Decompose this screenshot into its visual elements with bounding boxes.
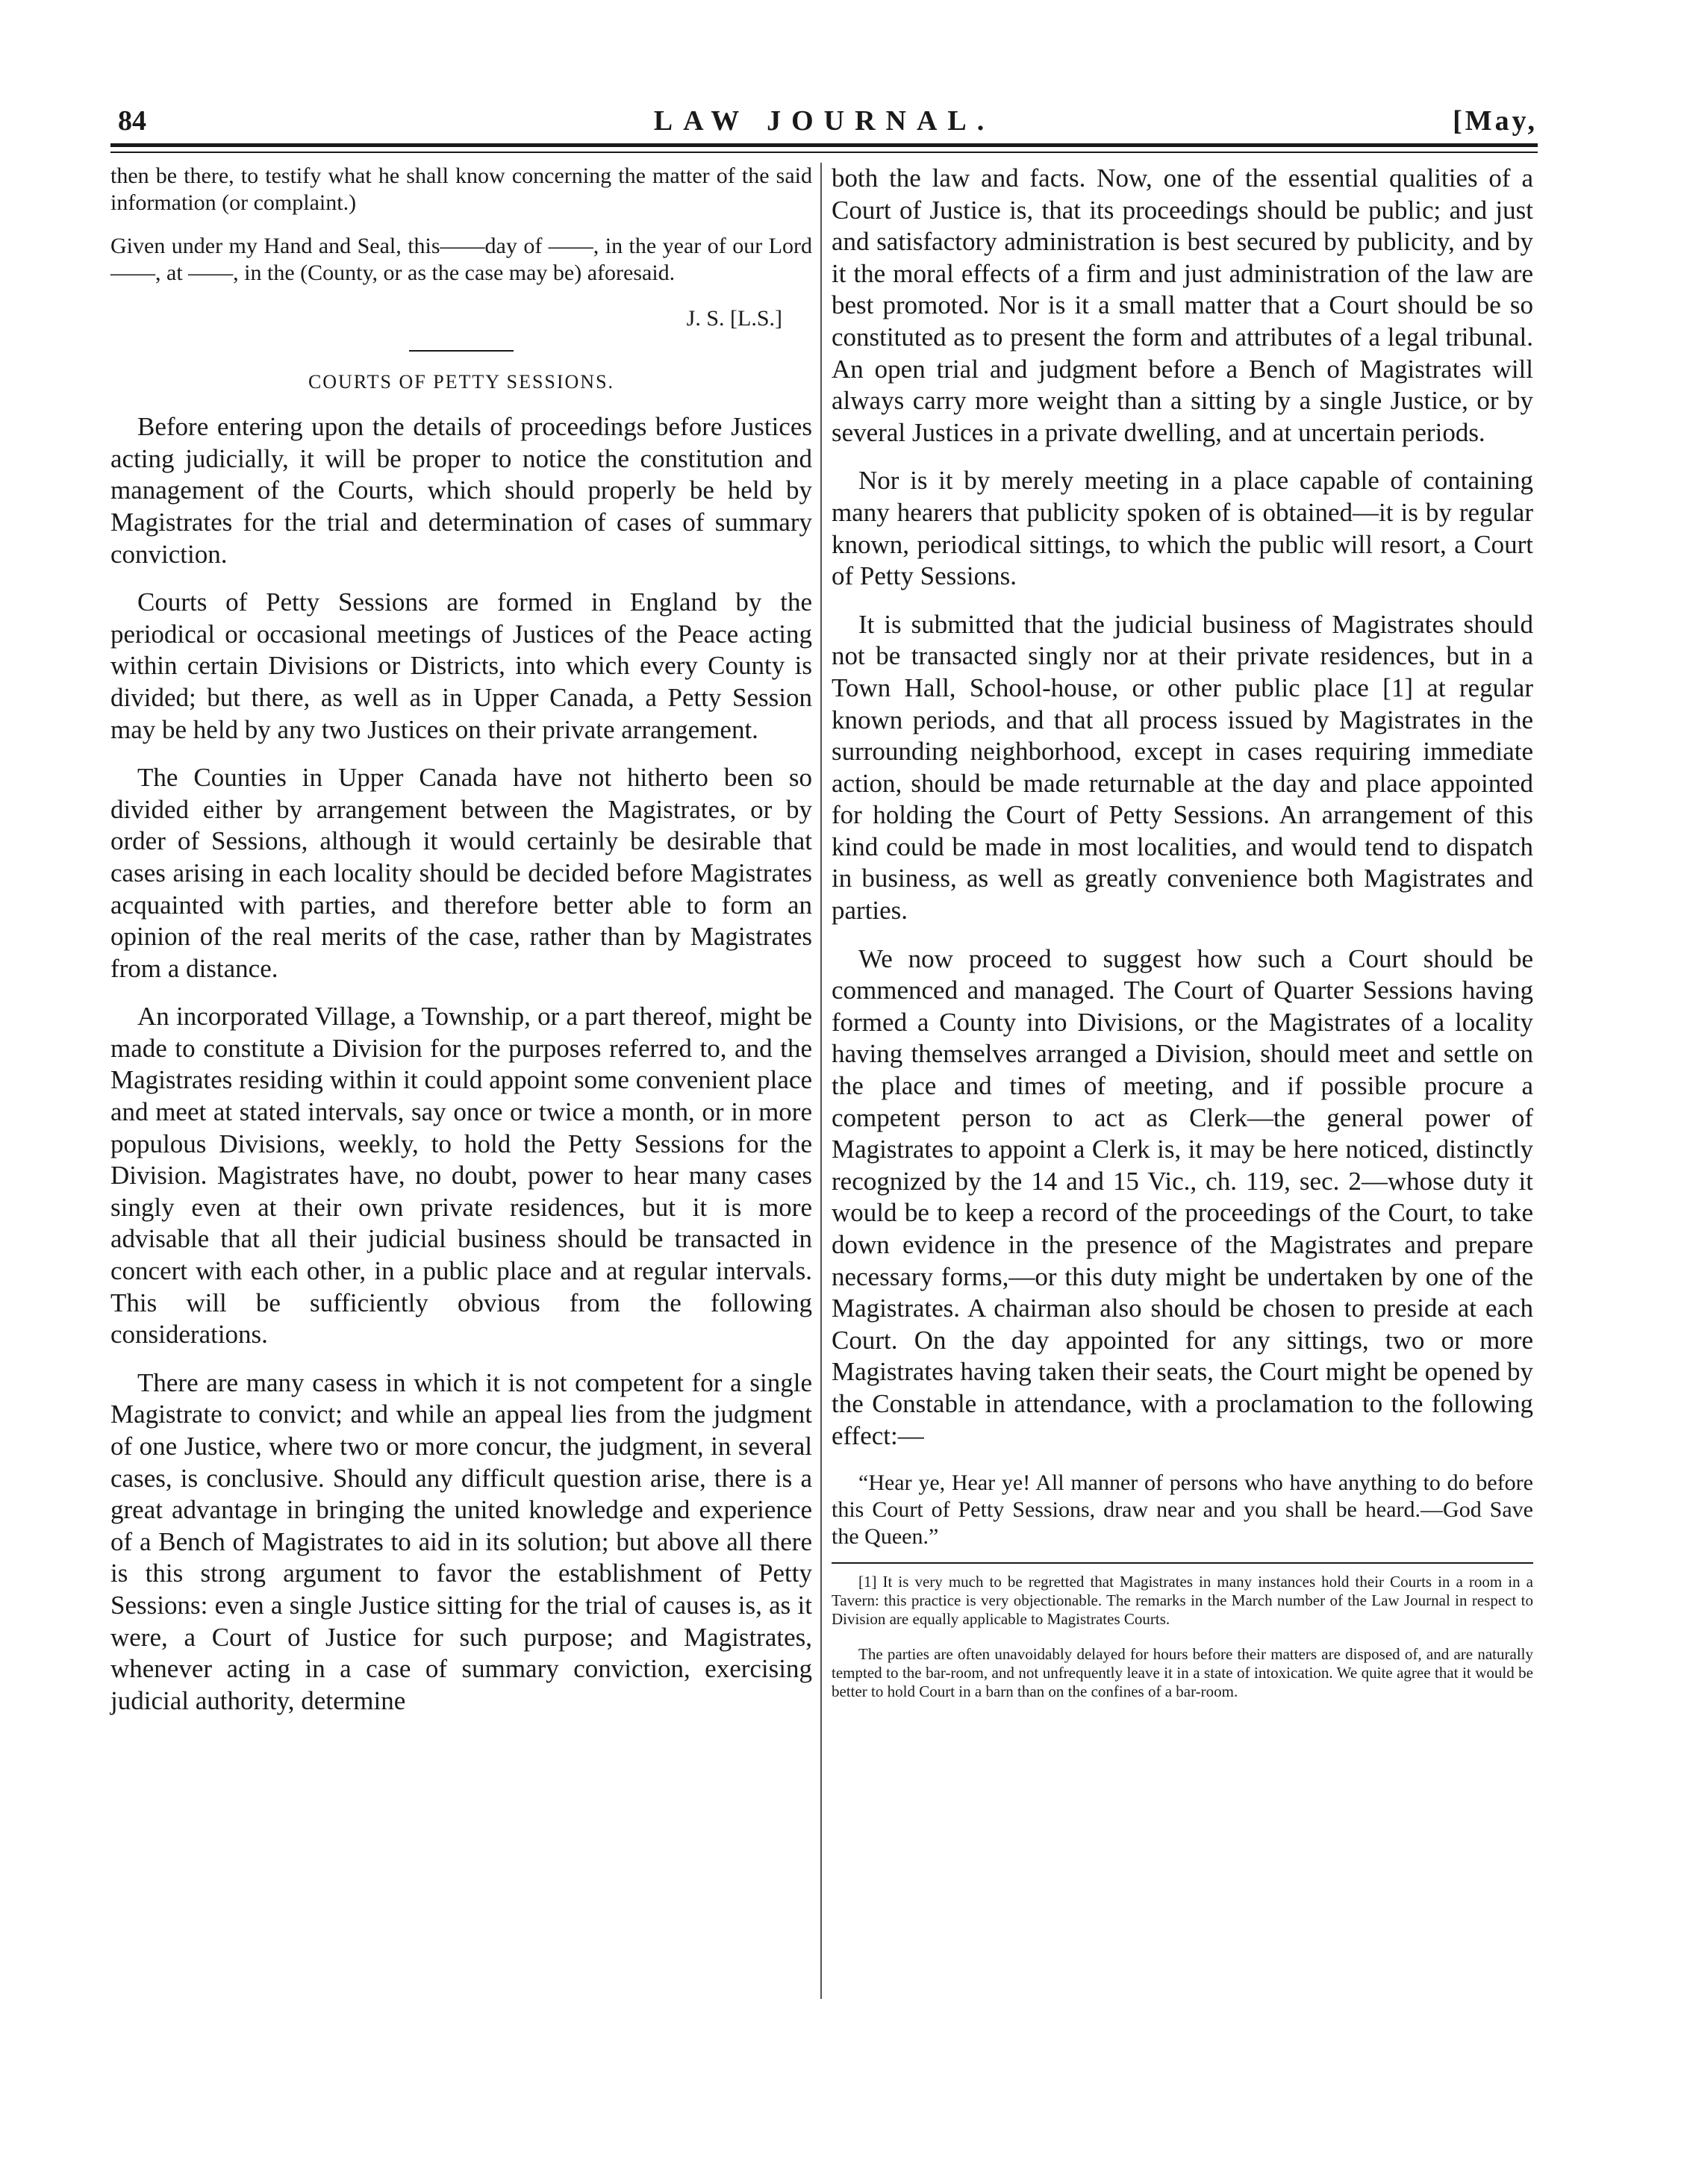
column-divider — [820, 163, 822, 1999]
section-rule — [409, 350, 514, 352]
footnote-rule — [832, 1562, 1533, 1564]
form-continuation: then be there, to testify what he shall know concerning the matter of the said information (or complaint.) — [110, 163, 812, 215]
paragraph: There are many casess in which it is not competent for a single Magistrate to convict; and while an appeal lies from the judgment of one Justice, where two or more concur, the judgment, in several cases, is conclusive. Should any difficult question arise, there is a great advantage in bringing the united knowledge and experience of a Bench of Magistrates to aid in its solution; but above all there is this strong argument to favor the establishment of Petty Sessions: even a single Justice sitting for the trial of causes is, as it were, a Court of Justice for such purpose; and Magistrates, whenever acting in a case of summary conviction, exercising judicial authority, determine — [110, 1367, 812, 1715]
section-heading: COURTS OF PETTY SESSIONS. — [308, 370, 615, 393]
proclamation-quote: “Hear ye, Hear ye! All manner of persons who have anything to do before this Court of Petty Sessions, draw near and you shall be heard.—God Save the Queen.” — [832, 1470, 1533, 1550]
form-signature: J. S. [L.S.] — [686, 306, 782, 331]
paragraph: The Counties in Upper Canada have not hitherto been so divided either by arrangement between the Magistrates, or by order of Sessions, although it would certainly be desirable that cases arising in each locality should be decided before Magistrates acquainted with parties, and therefore better able to form an opinion of the real merits of the case, rather than by Magistrates from a distance. — [110, 763, 812, 983]
paragraph: An incorporated Village, a Township, or a part thereof, might be made to constitute a Division for the purposes referred to, and the Magistrates residing within it could appoint some convenient place and meet at stated intervals, say once or twice a month, or in more populous Divisions, weekly, to hold the Petty Sessions for the Division. Magistrates have, no doubt, power to hear many cases singly even at their own private residences, but it is more advisable that all their judicial business should be transacted in concert with each other, in a public place and at regular intervals. This will be sufficiently obvious from the following considerations. — [110, 1002, 812, 1350]
journal-title: LAW JOURNAL. — [653, 105, 995, 137]
running-head — [110, 104, 1538, 149]
paragraph: Before entering upon the details of proceedings before Justices acting judicially, it will be proper to notice the constitution and management of the Courts, which should properly be held by Magistrates for the trial and determination of cases of summary conviction. — [110, 412, 812, 569]
form-given: Given under my Hand and Seal, this——day of ——, in the year of our Lord ——, at ——, in the (County, or as the case may be) aforesaid. — [110, 234, 812, 285]
month-label: [May, — [1453, 105, 1538, 137]
right-column — [832, 163, 1533, 1717]
footnote: [1] It is very much to be regretted that Magistrates in many instances hold their Courts in a room in a Tavern: this practice is very objectionable. The remarks in the March number of the Law Journal in respect to Division are equally applicable to Magistrates Courts. — [832, 1573, 1533, 1629]
header-rule-thin — [110, 152, 1538, 153]
left-column — [110, 163, 812, 1733]
footnote: The parties are often unavoidably delayed for hours before their matters are disposed of, and are naturally tempted to the bar-room, and not unfrequently leave it in a state of intoxication. We quite agree that it would be better to hold Court in a barn than on the confines of a bar-room. — [832, 1645, 1533, 1701]
paragraph: We now proceed to suggest how such a Court should be commenced and managed. The Court of Quarter Sessions having formed a County into Divisions, or the Magistrates of a locality having themselves arranged a Division, should meet and settle on the place and times of meeting, and if possible procure a competent person to act as Clerk—the general power of Magistrates to appoint a Clerk is, it may be here noticed, distinctly recognized by the 14 and 15 Vic., ch. 119, sec. 2—whose duty it would be to keep a record of the proceedings of the Court, to take down evidence in the presence of the Magistrates and prepare necessary forms,—or this duty might be undertaken by one of the Magistrates. A chairman also should be chosen to preside at each Court. On the day appointed for any sittings, two or more Magistrates having taken their seats, the Court might be opened by the Constable in attendance, with a proclamation to the following effect:— — [832, 943, 1533, 1450]
page-number: 84 — [118, 105, 146, 137]
paragraph: both the law and facts. Now, one of the essential qualities of a Court of Justice is, that its proceedings should be public; and just and satisfactory administration is best secured by publicity, and by it the moral effects of a firm and just administration of the law are best promoted. Nor is it a small matter that a Court should be so constituted as to present the form and attributes of a legal tribunal. An open trial and judgment before a Bench of Magistrates will always carry more weight than a sitting by a single Justice, or by several Justices in a private dwelling, and at uncertain periods. — [832, 163, 1533, 447]
paragraph: Nor is it by merely meeting in a place capable of containing many hearers that publicity spoken of is obtained—it is by regular known, periodical sittings, to which the public will resort, a Court of Petty Sessions. — [832, 466, 1533, 591]
paragraph: It is submitted that the judicial business of Magistrates should not be transacted singly nor at their private residences, but in a Town Hall, School-house, or other public place [1] at regular known periods, and that all process issued by Magistrates in the surrounding neighborhood, except in cases requiring immediate action, should be made returnable at the day and place appointed for holding the Court of Petty Sessions. An arrangement of this kind could be made in most localities, and would tend to dispatch in business, as well as greatly convenience both Magistrates and parties. — [832, 609, 1533, 926]
header-rule-thick — [110, 143, 1538, 147]
paragraph: Courts of Petty Sessions are formed in England by the periodical or occasional meetings of Justices of the Peace acting within certain Divisions or Districts, into which every County is divided; but there, as well as in Upper Canada, a Petty Session may be held by any two Justices on their private arrangement. — [110, 587, 812, 744]
